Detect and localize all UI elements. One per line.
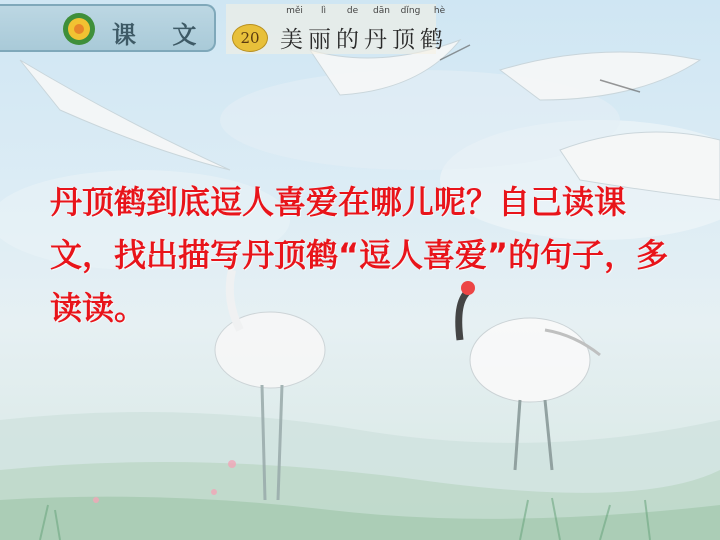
lesson-title: 美丽的丹顶鹤 [280, 27, 448, 53]
title-pinyin [280, 6, 454, 20]
pinyin-syllable: dān [373, 6, 390, 16]
pinyin-syllable: de [346, 6, 359, 16]
section-label: 课 文 [112, 20, 211, 49]
lesson-section-tab [0, 4, 216, 52]
pinyin-syllable: lì [320, 6, 326, 16]
flower-icon [62, 12, 96, 46]
pinyin-syllable: dǐng [400, 6, 421, 16]
reading-prompt: 丹顶鹤到底逗人喜爱在哪儿呢？自己读课文，找出描写丹顶鹤“逗人喜爱”的句子，多读读。 [50, 183, 669, 327]
pinyin-syllable: hè [433, 6, 446, 16]
pinyin-syllable: měi [286, 6, 303, 16]
lesson-number-badge: 20 [232, 24, 268, 52]
